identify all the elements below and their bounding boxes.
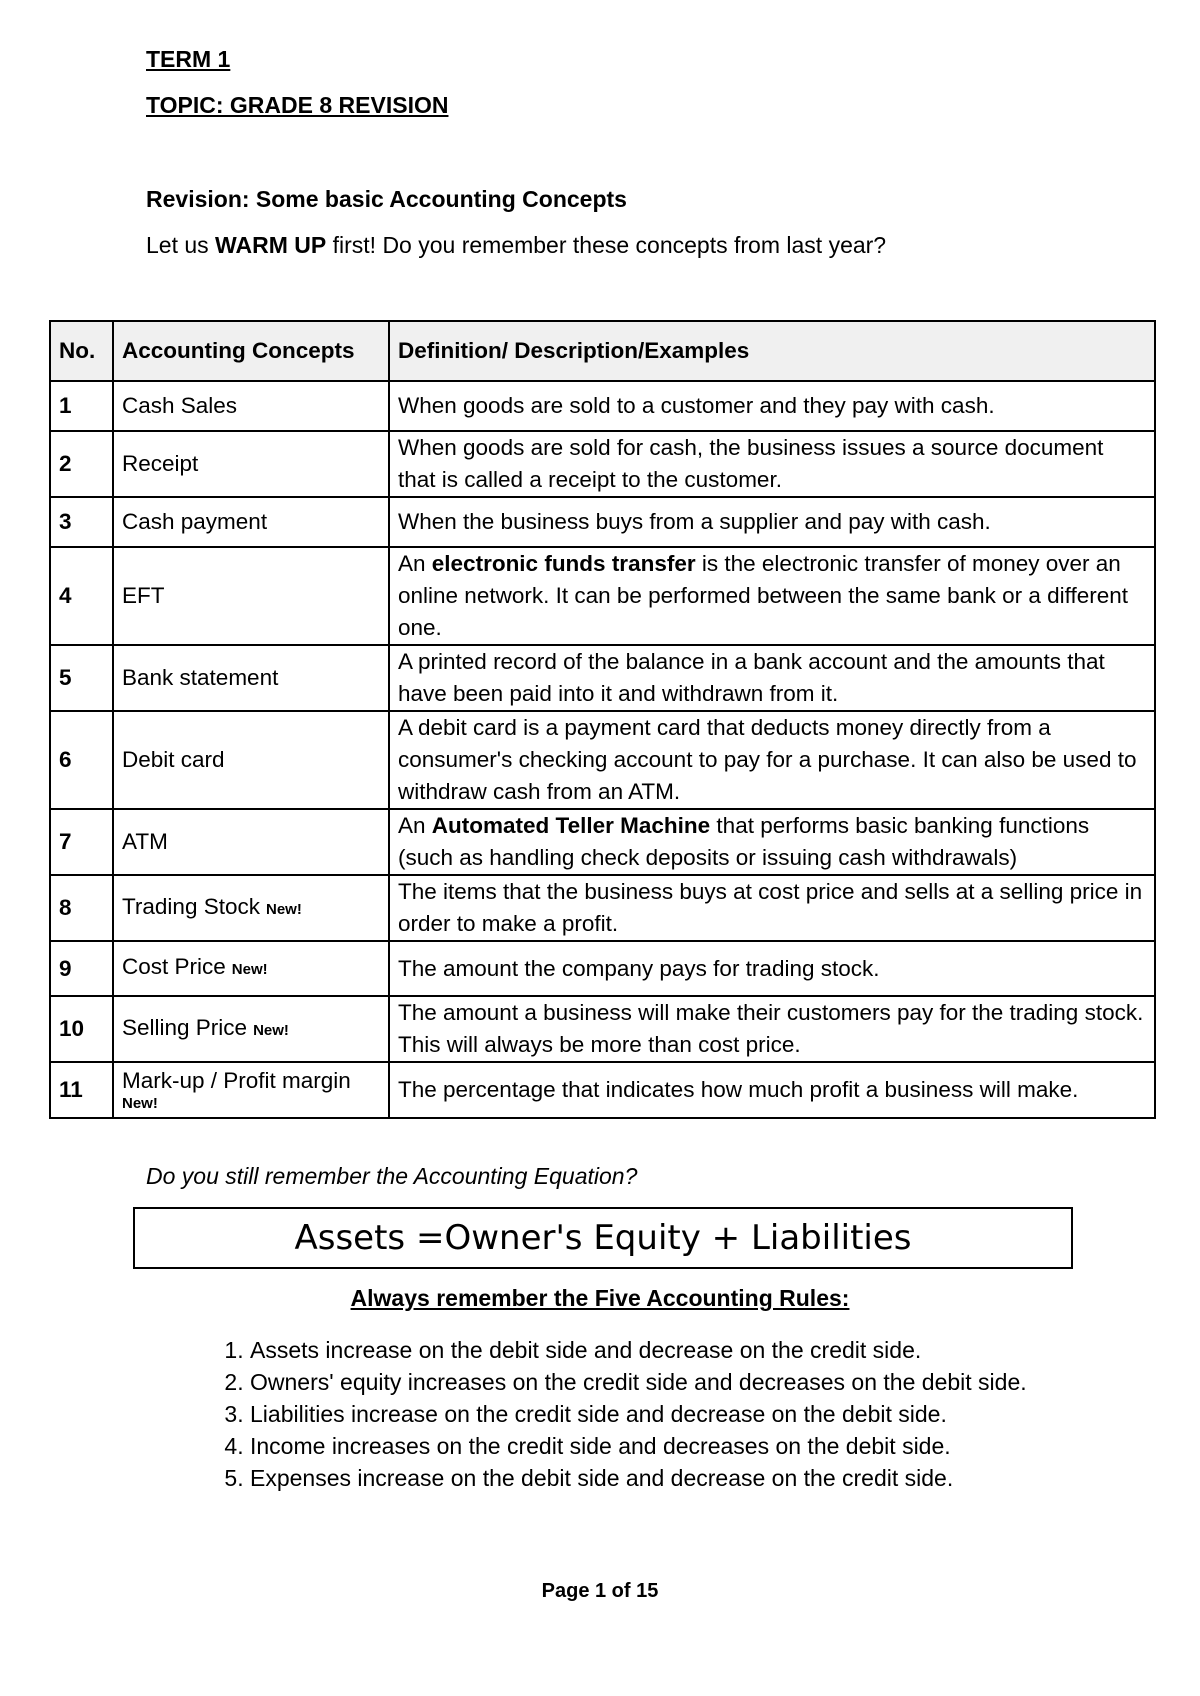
table-row [50, 1062, 1155, 1118]
def-bold: electronic funds transfer [431, 551, 696, 576]
table-row [50, 809, 1155, 875]
row-concept: ATM [113, 809, 389, 875]
row-number: 8 [50, 875, 113, 941]
row-number: 6 [50, 711, 113, 809]
def-post: is the electronic transfer of money over an online network. It can be performed between the same bank or a different one. [398, 551, 1129, 640]
term-heading: TERM 1 [146, 46, 231, 72]
concept-label: Trading Stock [122, 893, 260, 919]
table-row [50, 497, 1155, 547]
new-tag: New! [231, 961, 268, 978]
table-header-row [50, 321, 1155, 381]
row-definition: The items that the business buys at cost price and sells at a selling price in order to make a profit. [389, 875, 1155, 941]
row-definition [389, 547, 1155, 645]
row-definition: The amount a business will make their customers pay for the trading stock. This will always be more than cost price. [389, 996, 1155, 1062]
accounting-equation: Assets =Owner's Equity + Liabilities [294, 1218, 912, 1258]
intro-after: first! Do you remember these concepts from last year? [326, 232, 887, 258]
list-item: 4. Income increases on the credit side and decreases on the debit side. [250, 1430, 1027, 1462]
row-number: 5 [50, 645, 113, 711]
page-number: Page 1 of 15 [541, 1580, 659, 1602]
def-post: that performs basic banking functions (such as handling check deposits or issuing cash withdrawals) [398, 813, 1090, 870]
revision-subheading: Revision: Some basic Accounting Concepts [146, 186, 627, 212]
row-number: 10 [50, 996, 113, 1062]
accounting-equation-box [133, 1207, 1073, 1269]
new-tag: New! [122, 1095, 158, 1112]
concept-label: Selling Price [122, 1014, 248, 1040]
table-row [50, 645, 1155, 711]
concept-label: Cost Price [122, 954, 226, 979]
header-definition: Definition/ Description/Examples [389, 321, 1155, 381]
intro-text [146, 232, 886, 259]
row-concept [113, 1062, 389, 1118]
equation-question: Do you still remember the Accounting Equation? [146, 1163, 638, 1189]
row-concept: EFT [113, 547, 389, 645]
row-definition: A printed record of the balance in a bank account and the amounts that have been paid into it and withdrawn from it. [389, 645, 1155, 711]
row-definition: A debit card is a payment card that deducts money directly from a consumer's checking account to pay for a purchase. It can also be used to withdraw cash from an ATM. [389, 711, 1155, 809]
intro-bold: WARM UP [215, 232, 327, 258]
row-number: 9 [50, 941, 113, 996]
row-number: 4 [50, 547, 113, 645]
def-pre: An [398, 813, 432, 838]
row-concept: Receipt [113, 431, 389, 497]
concepts-table [49, 320, 1156, 1119]
list-item: 5. Expenses increase on the debit side and decrease on the credit side. [250, 1462, 1027, 1494]
table-row [50, 381, 1155, 431]
row-number: 2 [50, 431, 113, 497]
def-bold: Automated Teller Machine [431, 813, 711, 838]
row-definition: The percentage that indicates how much profit a business will make. [389, 1062, 1155, 1118]
row-concept: Cash Sales [113, 381, 389, 431]
header-no: No. [50, 321, 113, 381]
row-concept: Cash payment [113, 497, 389, 547]
row-definition: The amount the company pays for trading stock. [389, 941, 1155, 996]
table-row [50, 875, 1155, 941]
list-item: 2. Owners' equity increases on the credit side and decreases on the debit side. [250, 1366, 1027, 1398]
row-definition: When goods are sold to a customer and they pay with cash. [389, 381, 1155, 431]
row-definition [389, 809, 1155, 875]
intro-before: Let us [146, 232, 216, 258]
new-tag: New! [253, 1021, 289, 1039]
row-concept [113, 941, 389, 996]
def-pre: An [398, 551, 432, 576]
header-concepts: Accounting Concepts [113, 321, 389, 381]
table-row [50, 547, 1155, 645]
table-row [50, 431, 1155, 497]
concept-label: Mark-up / Profit margin [122, 1068, 351, 1093]
row-concept [113, 996, 389, 1062]
new-tag: New! [265, 900, 302, 918]
row-definition: When goods are sold for cash, the business issues a source document that is called a receipt to the customer. [389, 431, 1155, 497]
table-row [50, 996, 1155, 1062]
table-row [50, 941, 1155, 996]
row-concept: Bank statement [113, 645, 389, 711]
topic-heading: TOPIC: GRADE 8 REVISION [146, 92, 449, 118]
row-number: 1 [50, 381, 113, 431]
row-number: 11 [50, 1062, 113, 1118]
table-row [50, 711, 1155, 809]
rules-title: Always remember the Five Accounting Rules: [350, 1285, 850, 1311]
row-number: 3 [50, 497, 113, 547]
rules-list [200, 1334, 1027, 1494]
list-item: 3. Liabilities increase on the credit side and decrease on the debit side. [250, 1398, 1027, 1430]
row-definition: When the business buys from a supplier and pay with cash. [389, 497, 1155, 547]
row-concept [113, 875, 389, 941]
row-number: 7 [50, 809, 113, 875]
row-concept: Debit card [113, 711, 389, 809]
list-item: 1. Assets increase on the debit side and decrease on the credit side. [250, 1334, 1027, 1366]
